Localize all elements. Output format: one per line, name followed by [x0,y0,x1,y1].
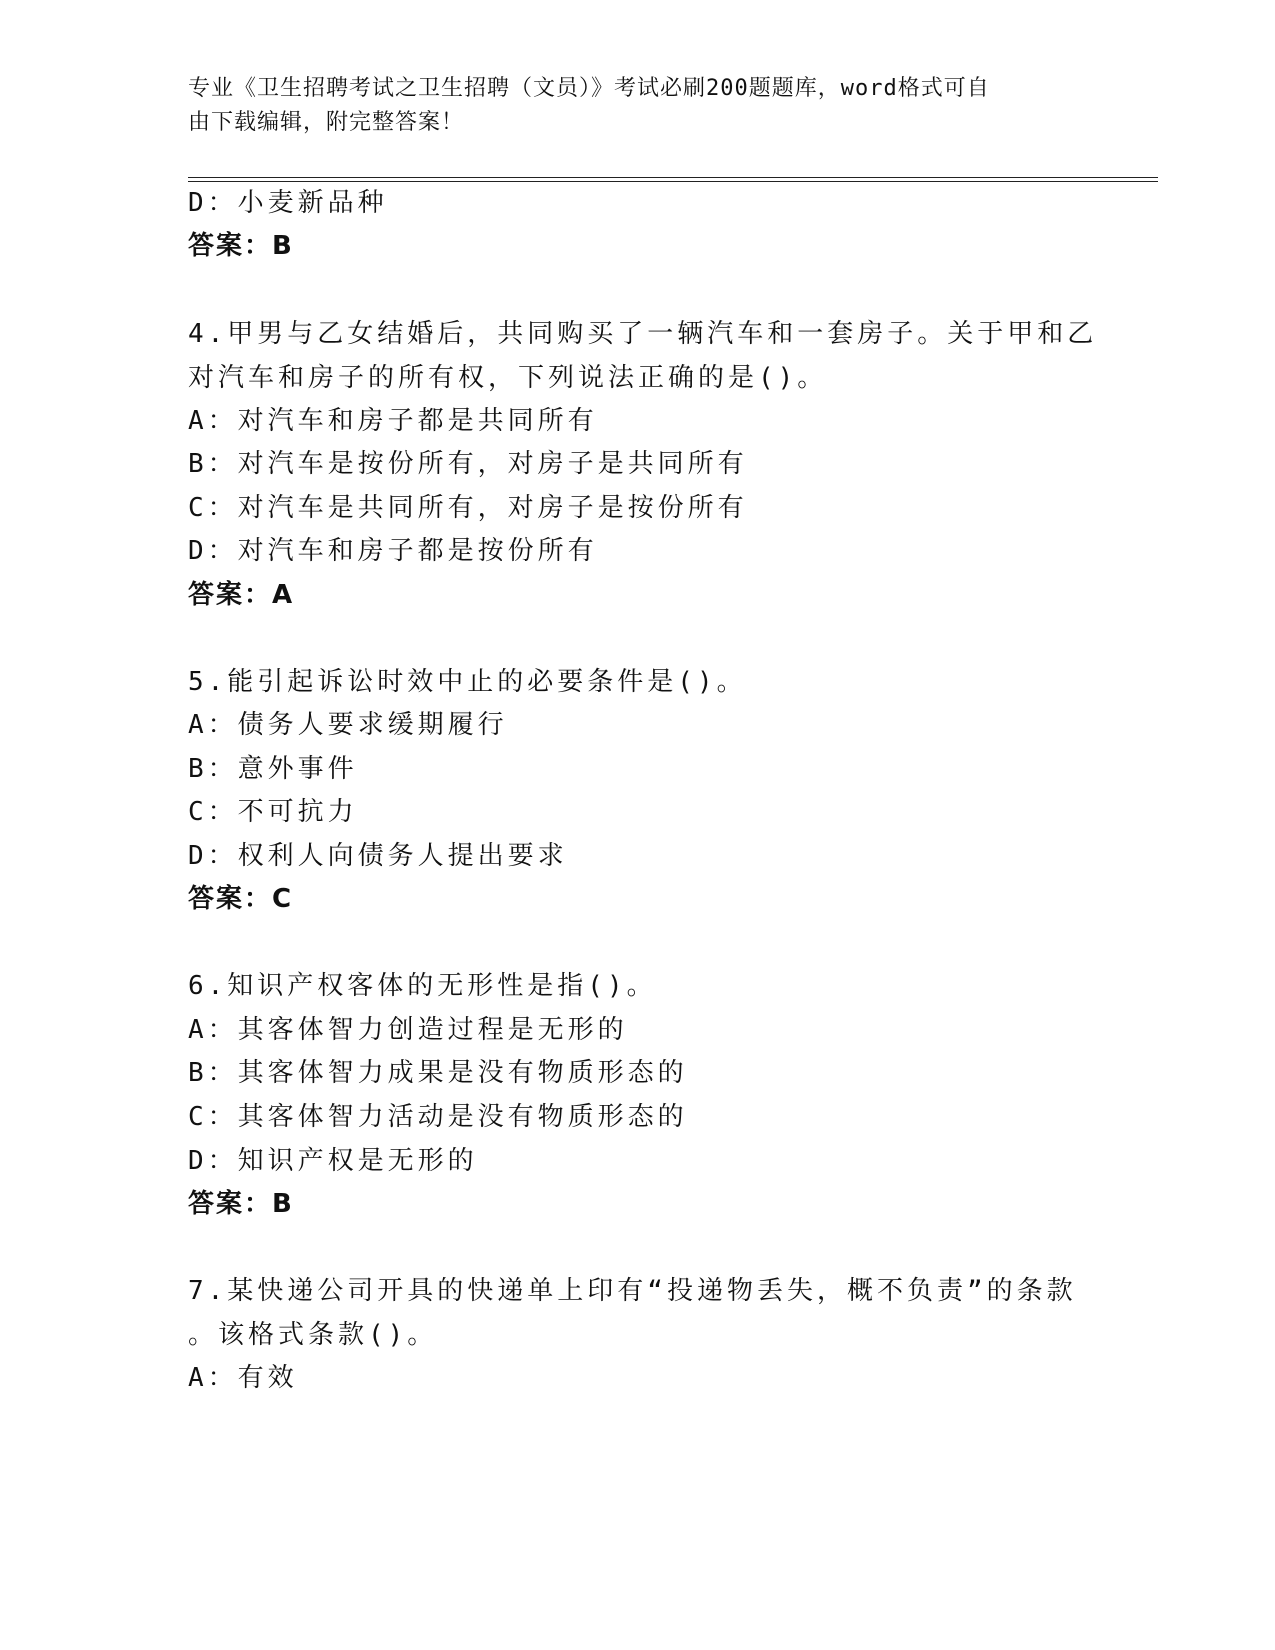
q6-option-a: A：其客体智力创造过程是无形的 [188,1015,628,1045]
header-divider [188,177,1158,182]
q6-stem: 6.知识产权客体的无形性是指()。 [188,971,657,1001]
q4-option-b: B：对汽车是按份所有，对房子是共同所有 [188,449,748,479]
q4-stem-line-1: 4.甲男与乙女结婚后，共同购买了一辆汽车和一套房子。关于甲和乙 [188,319,1098,349]
header-line-1: 专业《卫生招聘考试之卫生招聘（文员）》考试必刷200题题库，word格式可自 [188,76,990,101]
q4-answer: 答案：A [188,580,295,610]
q4-stem-line-2: 对汽车和房子的所有权，下列说法正确的是()。 [188,363,828,393]
q6-option-d: D：知识产权是无形的 [188,1146,478,1176]
q5-option-d: D：权利人向债务人提出要求 [188,841,568,871]
q7-stem-line-1: 7.某快递公司开具的快递单上印有“投递物丢失，概不负责”的条款 [188,1276,1077,1306]
q6-answer: 答案：B [188,1189,294,1219]
q5-answer: 答案：C [188,884,294,914]
q7-stem-line-2: 。该格式条款()。 [188,1320,438,1350]
q3-answer: 答案：B [188,231,294,261]
q6-option-c: C：其客体智力活动是没有物质形态的 [188,1102,688,1132]
q7-option-a: A：有效 [188,1363,298,1393]
q3-option-d: D：小麦新品种 [188,188,388,218]
header-line-2: 由下载编辑，附完整答案！ [188,110,465,135]
q5-option-b: B：意外事件 [188,754,358,784]
q4-option-c: C：对汽车是共同所有，对房子是按份所有 [188,493,748,523]
q5-option-c: C：不可抗力 [188,797,358,827]
document-header [188,72,1068,140]
q4-option-d: D：对汽车和房子都是按份所有 [188,536,598,566]
q4-option-a: A：对汽车和房子都是共同所有 [188,406,598,436]
q5-stem: 5.能引起诉讼时效中止的必要条件是()。 [188,667,747,697]
q5-option-a: A：债务人要求缓期履行 [188,710,508,740]
q6-option-b: B：其客体智力成果是没有物质形态的 [188,1058,688,1088]
